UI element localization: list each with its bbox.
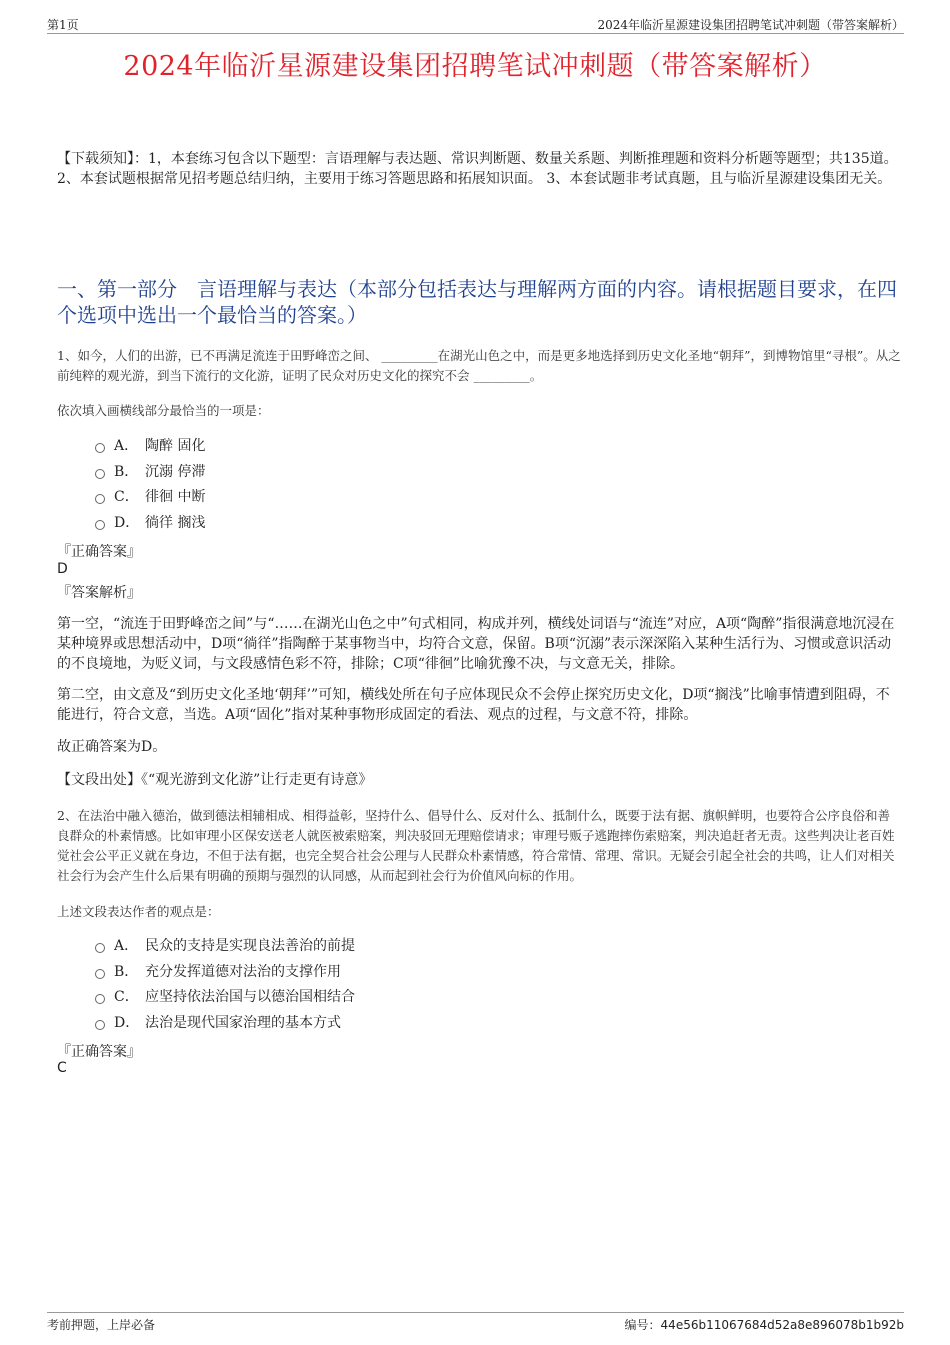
radio-icon[interactable] bbox=[95, 520, 105, 530]
option-text: 民众的支持是实现良法善治的前提 bbox=[145, 937, 355, 954]
analysis-conclusion: 故正确答案为D。 bbox=[57, 739, 167, 755]
radio-icon[interactable] bbox=[95, 943, 105, 953]
radio-icon[interactable] bbox=[95, 494, 105, 504]
question-2-text: 2、在法治中融入德治，做到德法相辅相成、相得益彰，坚持什么、倡导什么、反对什么、抵制什么，既要于法有据、旗帜鲜明，也要符合公序良俗和善良群众的朴素情感。比如审理小区保安送老人就医被索赔案，判决驳回无理赔偿请求；审理号贩子逃跑摔伤索赔案，判决追赶者无责。这些判决让老百姓觉社会公平正义就在身边，不但于法有据，也完全契合社会公理与人民群众朴素情感，符合常情、常理、常识。无疑会引起全社会的共鸣，让人们对相关社会行为会产生什么后果有明确的预期与强烈的认同感，从而起到社会行为价值风向标的作用。 bbox=[57, 808, 895, 883]
document-title: 2024年临沂星源建设集团招聘笔试冲刺题（带答案解析） bbox=[123, 51, 827, 82]
question-2-options bbox=[95, 932, 355, 1035]
option-c[interactable] bbox=[95, 984, 355, 1010]
download-notice: 【下载须知】：1，本套练习包含以下题型：言语理解与表达题、常识判断题、数量关系题、判断推理题和资料分析题等题型；共135道。 2、本套试题根据常见招考题总结归纳，主要用于练习答题思路和拓展知识面。 3、本套试题非考试真题，且与临沂星源建设集团无关。 bbox=[57, 151, 898, 187]
option-a[interactable] bbox=[95, 932, 355, 958]
option-key: C． bbox=[114, 489, 139, 506]
code-label: 编号： bbox=[624, 1318, 661, 1332]
page-number: 第1页 bbox=[47, 18, 79, 32]
option-key: C． bbox=[114, 989, 139, 1006]
option-text: 应坚持依法治国与以德治国相结合 bbox=[145, 989, 355, 1006]
question-2-answer: C bbox=[57, 1060, 67, 1076]
question-1-prompt: 依次填入画横线部分最恰当的一项是： bbox=[57, 403, 270, 418]
question-1-answer: D bbox=[57, 561, 68, 577]
option-b[interactable] bbox=[95, 958, 355, 984]
analysis-paragraph: 第二空，由文意及“到历史文化圣地‘朝拜’”可知，横线处所在句子应体现民众不会停止探究历史文化，D项“搁浅”比喻事情遭到阻碍，不能进行，符合文意，当选。A项“固化”指对某种事物形成固定的看法、观点的过程，与文意不符，排除。 bbox=[57, 687, 890, 723]
correct-answer-label: 『正确答案』 bbox=[57, 1044, 141, 1060]
question-2-prompt: 上述文段表达作者的观点是： bbox=[57, 904, 220, 919]
option-key: D． bbox=[114, 1015, 140, 1032]
analysis-label: 『答案解析』 bbox=[57, 585, 141, 601]
option-key: D． bbox=[114, 515, 140, 532]
footer-slogan: 考前押题，上岸必备 bbox=[47, 1318, 156, 1332]
option-d[interactable] bbox=[95, 509, 205, 535]
option-key: A． bbox=[114, 437, 139, 454]
option-text: 徘徊 中断 bbox=[145, 489, 206, 506]
option-key: A． bbox=[114, 937, 139, 954]
option-text: 陶醉 固化 bbox=[145, 437, 206, 454]
radio-icon[interactable] bbox=[95, 469, 105, 479]
code-value: 44e56b11067684d52a8e896078b1b92b bbox=[660, 1318, 904, 1332]
source-citation: 【文段出处】《“观光游到文化游”让行走更有诗意》 bbox=[57, 772, 373, 788]
option-text: 徜徉 搁浅 bbox=[145, 515, 206, 532]
radio-icon[interactable] bbox=[95, 1020, 105, 1030]
option-text: 法治是现代国家治理的基本方式 bbox=[145, 1015, 341, 1032]
option-d[interactable] bbox=[95, 1009, 355, 1035]
option-text: 充分发挥道德对法治的支撑作用 bbox=[145, 963, 341, 980]
option-key: B． bbox=[114, 963, 139, 980]
page-footer bbox=[47, 1312, 904, 1332]
question-1-text: 1、如今，人们的出游，已不再满足流连于田野峰峦之间、 _________在湖光山色之中，而是更多地选择到历史文化圣地“朝拜”，到博物馆里“寻根”。从之前纯粹的观光游，到当下流行的文化游，证明了民众对历史文化的探究不会 _________。 bbox=[57, 348, 901, 383]
option-key: B． bbox=[114, 463, 139, 480]
option-a[interactable] bbox=[95, 432, 205, 458]
option-text: 沉溺 停滞 bbox=[145, 463, 206, 480]
page-header bbox=[47, 14, 904, 34]
document-code bbox=[625, 1316, 904, 1333]
question-1-options bbox=[95, 432, 205, 535]
radio-icon[interactable] bbox=[95, 969, 105, 979]
option-b[interactable] bbox=[95, 458, 205, 484]
section-heading: 一、第一部分 言语理解与表达（本部分包括表达与理解两方面的内容。请根据题目要求，在四个选项中选出一个最恰当的答案。） bbox=[57, 277, 897, 327]
radio-icon[interactable] bbox=[95, 443, 105, 453]
radio-icon[interactable] bbox=[95, 994, 105, 1004]
option-c[interactable] bbox=[95, 484, 205, 510]
analysis-paragraph: 第一空，“流连于田野峰峦之间”与“……在湖光山色之中”句式相同，构成并列，横线处词语与“流连”对应，A项“陶醉”指很满意地沉浸在某种境界或思想活动中，D项“徜徉”指陶醉于某事物当中，均符合文意，保留。B项“沉溺”表示深深陷入某种生活行为、习惯或意识活动的不良境地，为贬义词，与文段感情色彩不符，排除；C项“徘徊”比喻犹豫不决，与文意无关，排除。 bbox=[57, 616, 895, 672]
header-title: 2024年临沂星源建设集团招聘笔试冲刺题（带答案解析） bbox=[597, 18, 904, 32]
correct-answer-label: 『正确答案』 bbox=[57, 544, 141, 560]
